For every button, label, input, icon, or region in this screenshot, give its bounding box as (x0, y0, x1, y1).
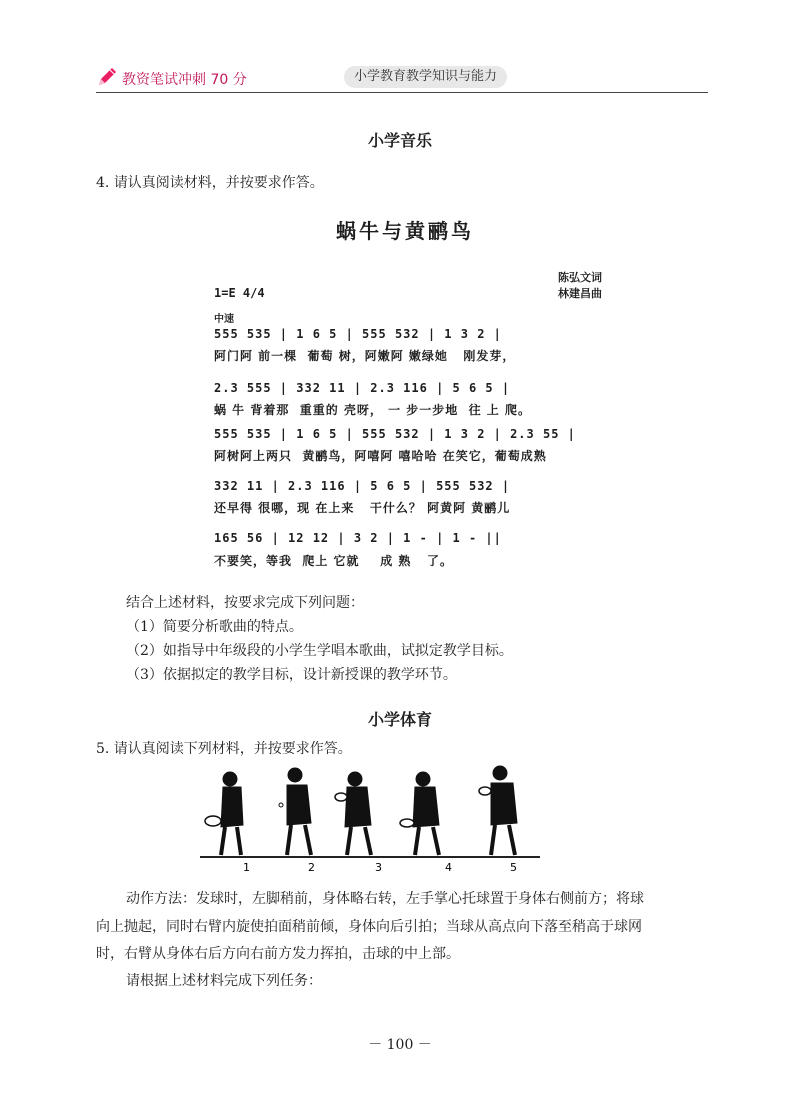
notes-line-2: 2.3 555 | 332 11 | 2.3 116 | 5 6 5 | (214, 381, 511, 395)
notes-line-3: 555 535 | 1 6 5 | 555 532 | 1 3 2 | 2.3 55 | (214, 427, 576, 441)
music-heading: 小学音乐 (367, 131, 432, 150)
pencil-icon (96, 66, 118, 88)
lyrics-line-2: 蜗 牛 背着那 重重的 壳呀， 一 步一步地 往 上 爬。 (214, 403, 531, 417)
lyrics-line-5: 不要笑，等我 爬上 它就 成 熟 了。 (214, 554, 453, 568)
music-item-1: （1）简要分析歌曲的特点。 (126, 619, 303, 635)
key-signature: 1=E 4/4 (214, 286, 265, 300)
lyrics-line-4: 还早得 很哪，现 在上来 干什么？ 阿黄阿 黄鹂儿 (214, 501, 511, 515)
lyrics-line-1: 阿门阿 前一棵 葡萄 树，阿嫩阿 嫩绿她 刚发芽， (214, 349, 516, 363)
composer: 林建昌曲 (558, 287, 602, 300)
page-header (96, 66, 708, 92)
music-intro: 结合上述材料，按要求完成下列问题： (126, 595, 364, 611)
notes-line-4: 332 11 | 2.3 116 | 5 6 5 | 555 532 | (214, 479, 511, 493)
music-item-2: （2）如指导中年级段的小学生学唱本歌曲，试拟定教学目标。 (126, 643, 513, 659)
figure-label-1: 1 (243, 861, 250, 874)
method-line-3: 时，右臂从身体右后方向右前方发力挥拍，击球的中上部。 (96, 946, 460, 962)
player-figure-2 (279, 768, 311, 855)
lyricist: 陈弘文词 (558, 271, 602, 284)
lyrics-line-3: 阿树阿上两只 黄鹂鸟，阿嘻阿 嘻哈哈 在笑它，葡萄成熟 (214, 449, 547, 463)
music-item-3: （3）依据拟定的教学目标，设计新授课的教学环节。 (126, 667, 457, 683)
player-figure-4 (400, 772, 439, 855)
music-question: 4. 请认真阅读材料，并按要求作答。 (96, 175, 324, 191)
page-number: － 100 － (368, 1037, 432, 1053)
method-line-1: 动作方法：发球时，左脚稍前，身体略右转，左手掌心托球置于身体右侧前方；将球 (126, 891, 644, 907)
subject-chip: 小学教育教学知识与能力 (344, 66, 507, 88)
serve-sequence-figure (195, 765, 545, 875)
tempo-marking: 中速 (214, 314, 234, 325)
figure-label-4: 4 (445, 861, 452, 874)
header-divider (96, 92, 708, 93)
pe-heading: 小学体育 (367, 710, 432, 729)
figure-label-3: 3 (375, 861, 382, 874)
player-figure-5 (479, 766, 517, 855)
notes-line-1: 555 535 | 1 6 5 | 555 532 | 1 3 2 | (214, 327, 502, 341)
player-figure-3 (335, 772, 371, 855)
music-score (208, 205, 602, 575)
pe-question: 5. 请认真阅读下列材料，并按要求作答。 (96, 741, 352, 757)
book-title: 教资笔试冲刺 70 分 (122, 72, 247, 88)
song-title: 蜗牛与黄鹂鸟 (336, 219, 474, 243)
figure-label-5: 5 (510, 861, 517, 874)
figure-label-2: 2 (308, 861, 315, 874)
pe-task: 请根据上述材料完成下列任务： (126, 973, 322, 989)
method-line-2: 向上抛起，同时右臂内旋使拍面稍前倾，身体向后引拍；当球从高点向下落至稍高于球网 (96, 919, 642, 935)
player-figure-1 (205, 772, 243, 855)
notes-line-5: 165 56 | 12 12 | 3 2 | 1 - | 1 - || (214, 531, 502, 545)
